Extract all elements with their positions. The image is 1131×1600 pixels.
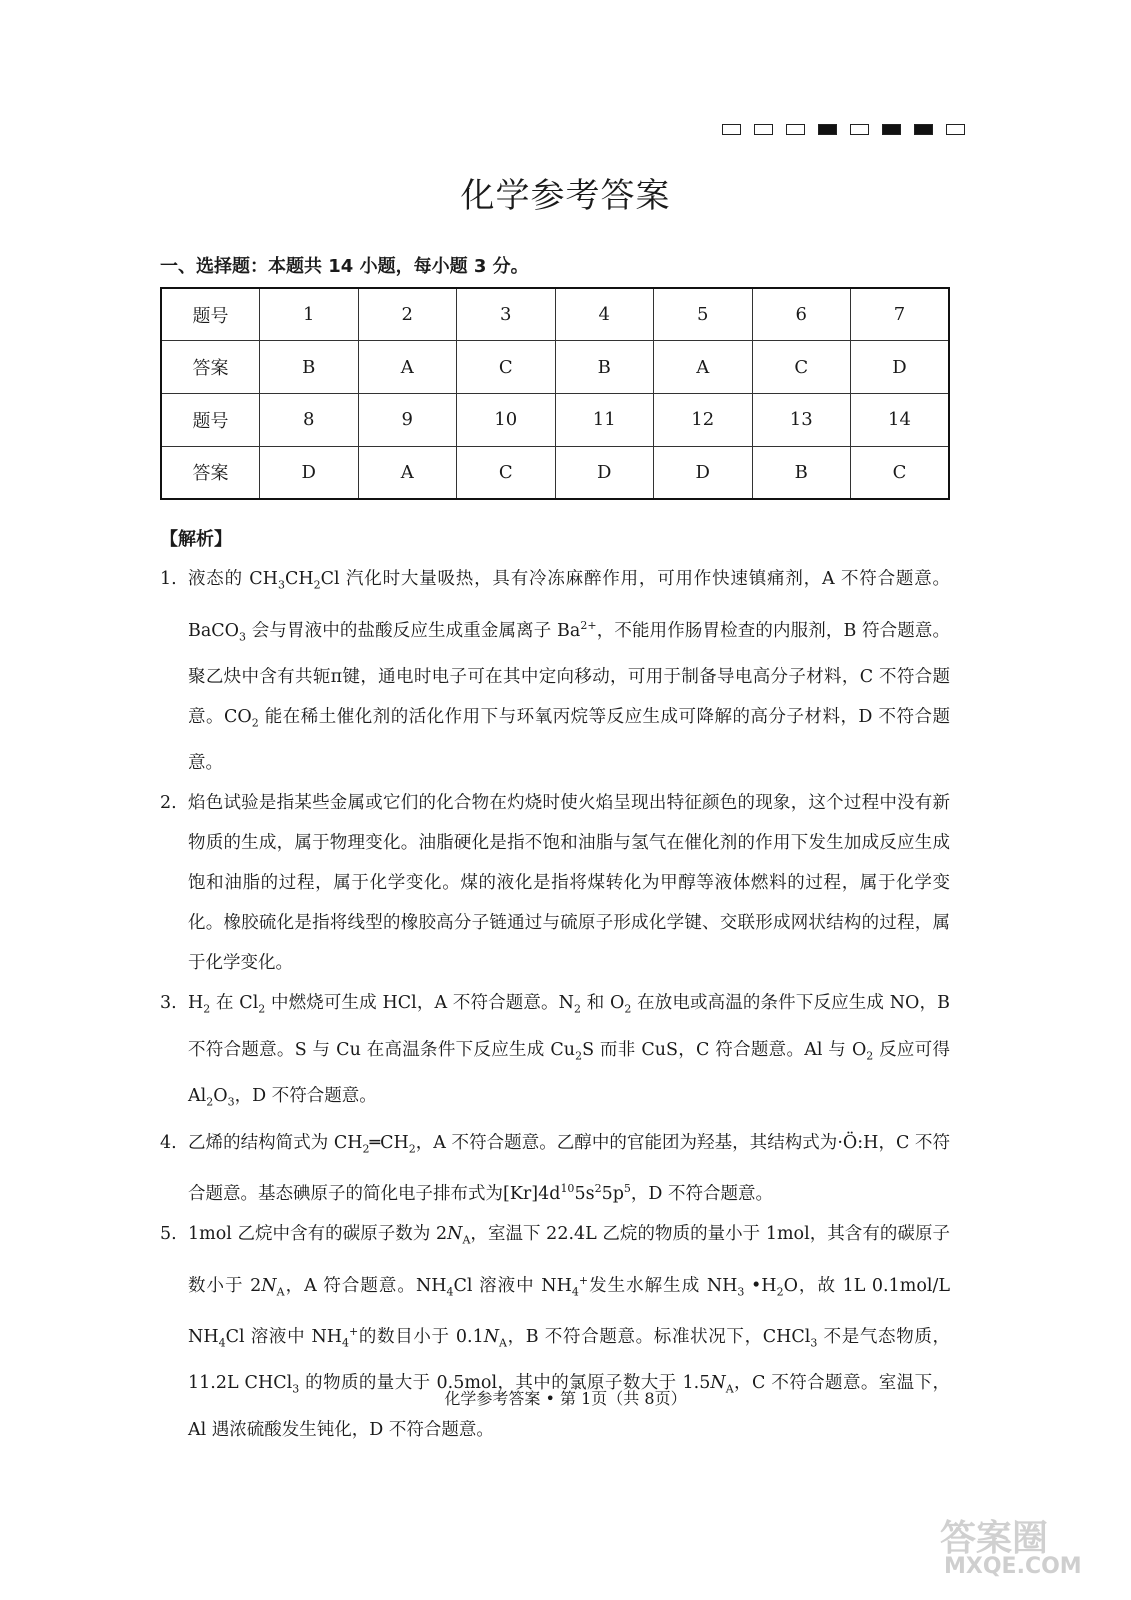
analysis-item-text: 液态的 $CH_3CH_2Cl$ 汽化时大量吸热，具有冷冻麻醉作用，可用作快速镇痛剂，A 不符合题意。BaCO$_3$ 会与胃液中的盐酸反应生成重金属离子 $Ba^{2+}$，不能用作肠胃检查的内服剂，B 符合题意。聚乙炔中含有共轭π键，通电时电子可在其中定向移动，可用于制备导电高分子材料，C 不符合题意。$CO_2$ 能在稀土催化剂的活化作用下与环氧丙烷等反应生成可降解的高分子材料，D 不符合题意。 — [188, 569, 951, 774]
analysis-item-number: 4. — [160, 1132, 177, 1153]
table-cell: 6 — [752, 288, 851, 341]
table-cell: A — [358, 446, 457, 499]
table-cell: B — [260, 341, 359, 394]
analysis-item-number: 1. — [160, 569, 177, 589]
page-mark-square — [754, 124, 773, 135]
table-cell: 13 — [752, 394, 851, 447]
table-cell: 1 — [260, 288, 359, 341]
analysis-item — [160, 783, 950, 983]
analysis-item-text: 焰色试验是指某些金属或它们的化合物在灼烧时使火焰呈现出特征颜色的现象，这个过程中没有新物质的生成，属于物理变化。油脂硬化是指不饱和油脂与氢气在催化剂的作用下发生加成反应生成饱和油脂的过程，属于化学变化。煤的液化是指将煤转化为甲醇等液体燃料的过程，属于化学变化。橡胶硫化是指将线型的橡胶高分子链通过与硫原子形成化学键、交联形成网状结构的过程，属于化学变化。 — [188, 793, 950, 974]
table-cell: D — [654, 446, 753, 499]
page-mark-square — [850, 124, 869, 135]
table-cell: 8 — [260, 394, 359, 447]
table-cell: 3 — [457, 288, 556, 341]
analysis-item-text: $H_2$ 在 $Cl_2$ 中燃烧可生成 HCl，A 不符合题意。$N_2$ 和 $O_2$ 在放电或高温的条件下反应生成 NO，B 不符合题意。S 与 Cu 在高温条件下反应生成 $Cu_2S$ 而非 CuS，C 符合题意。Al 与 $O_2$ 反应可得 $Al_2O_3$，D 不符合题意。 — [188, 993, 951, 1109]
analysis-item — [160, 1214, 950, 1450]
analysis-list — [160, 559, 950, 1450]
table-cell: D — [851, 341, 950, 394]
table-row — [161, 288, 949, 341]
analysis-item — [160, 983, 950, 1123]
analysis-item — [160, 559, 950, 783]
watermark-logo — [940, 1510, 1110, 1590]
table-row-header: 答案 — [161, 446, 260, 499]
watermark-line2: MXQE.COM — [944, 1554, 1082, 1579]
answer-table — [160, 287, 950, 500]
analysis-item-number: 3. — [160, 993, 177, 1014]
page-footer: 化学参考答案 • 第 1页（共 8页） — [444, 1389, 687, 1408]
table-cell: 10 — [457, 394, 556, 447]
analysis-item-number: 2. — [160, 793, 177, 814]
table-row-header: 题号 — [161, 288, 260, 341]
page-mark-square — [946, 124, 965, 135]
watermark-line1: 答案圈 — [940, 1518, 1049, 1559]
table-cell: B — [555, 341, 654, 394]
table-cell: 14 — [851, 394, 950, 447]
table-cell: D — [555, 446, 654, 499]
table-row-header: 题号 — [161, 394, 260, 447]
page-mark-square — [882, 124, 901, 135]
page-title: 化学参考答案 — [460, 176, 671, 216]
section-heading: 一、选择题：本题共 14 小题，每小题 3 分。 — [160, 256, 529, 277]
table-cell: 2 — [358, 288, 457, 341]
table-row — [161, 341, 949, 394]
table-cell: 5 — [654, 288, 753, 341]
table-cell: 12 — [654, 394, 753, 447]
table-cell: A — [358, 341, 457, 394]
analysis-item-text: 1mol 乙烷中含有的碳原子数为 $2N_A$，室温下 22.4L 乙烷的物质的量小于 1mol，其含有的碳原子数小于 $2N_A$，A 符合题意。$NH_4Cl$ 溶液中 $NH_4^+$发生水解生成 $NH_3$ $•H_2O$，故 1L 0.1mol/L $NH_4Cl$ 溶液中 $NH_4^+$的数目小于 $0.1N_A$，B 不符合题意。标准状况下，CHCl$_3$ 不是气态物质，11.2L CHCl$_3$ 的物质的量大于 0.5mol，其中的氯原子数大于 $1.5N_A$，C 不符合题意。室温下，Al 遇浓硫酸发生钝化，D 不符合题意。 — [188, 1224, 951, 1440]
table-cell: D — [260, 446, 359, 499]
page-marks — [722, 124, 965, 135]
table-row — [161, 394, 949, 447]
table-row-header: 答案 — [161, 341, 260, 394]
table-cell: C — [851, 446, 950, 499]
analysis-item-text: 乙烯的结构简式为 $CH_2═CH_2$，A 不符合题意。乙醇中的官能团为羟基，其结构式为·Ö:H，C 不符合题意。基态碘原子的简化电子排布式为$[Kr]4d^{10}5s^25p^5$，D 不符合题意。 — [188, 1132, 951, 1205]
analysis-heading: 【解析】 — [160, 529, 232, 550]
page-mark-square — [818, 124, 837, 135]
table-cell: 11 — [555, 394, 654, 447]
analysis-item — [160, 1123, 950, 1214]
table-cell: C — [752, 341, 851, 394]
table-cell: 7 — [851, 288, 950, 341]
table-cell: 4 — [555, 288, 654, 341]
table-cell: C — [457, 341, 556, 394]
table-cell: B — [752, 446, 851, 499]
table-row — [161, 446, 949, 499]
analysis-item-number: 5. — [160, 1224, 177, 1245]
table-cell: C — [457, 446, 556, 499]
table-cell: 9 — [358, 394, 457, 447]
page-mark-square — [914, 124, 933, 135]
page-mark-square — [786, 124, 805, 135]
page-mark-square — [722, 124, 741, 135]
table-cell: A — [654, 341, 753, 394]
